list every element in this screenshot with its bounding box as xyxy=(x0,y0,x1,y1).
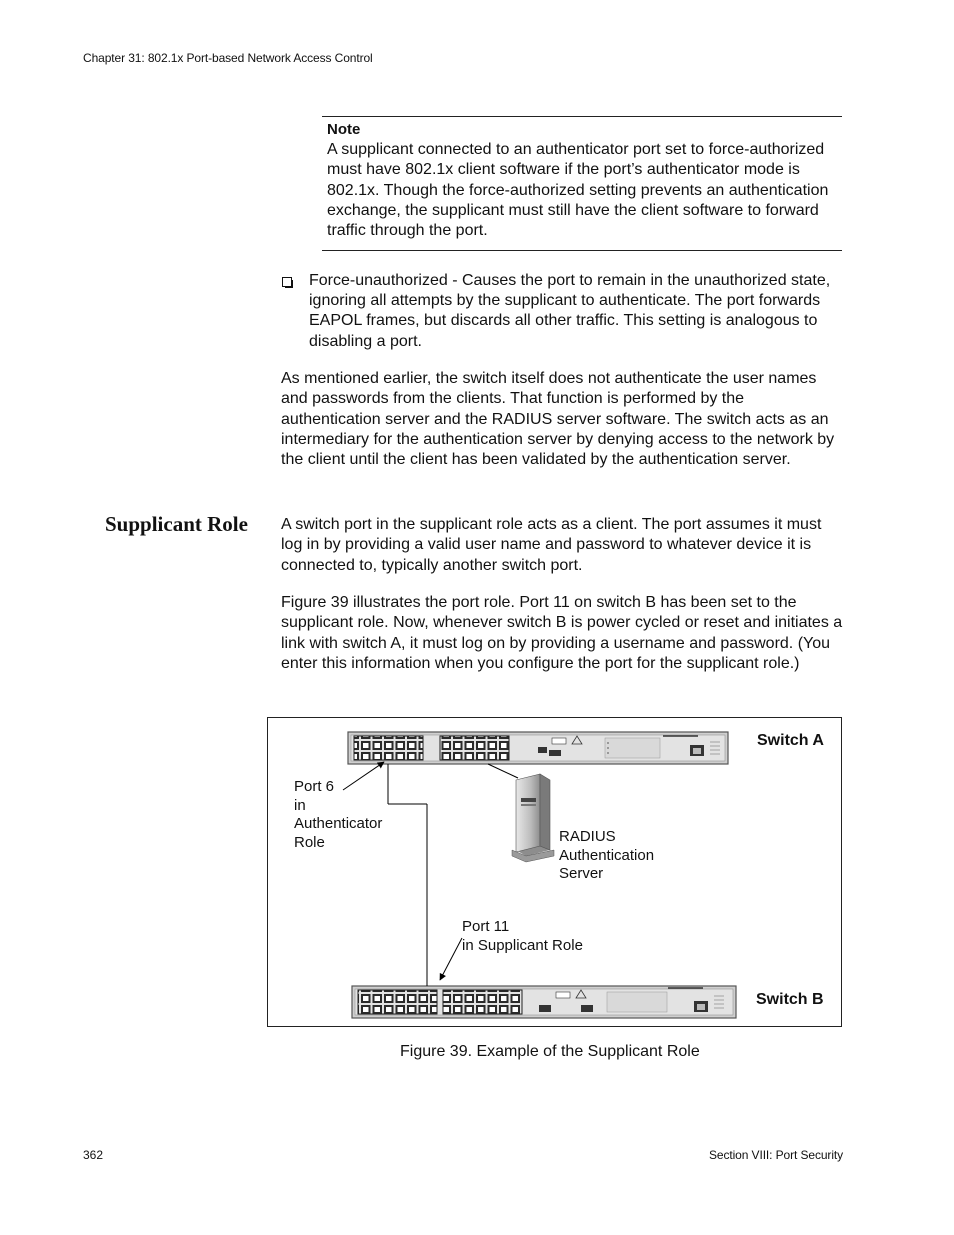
bullet-item xyxy=(282,271,842,352)
port11-arrow xyxy=(440,938,462,980)
radius-server-icon xyxy=(512,774,554,862)
paragraph-authentication: As mentioned earlier, the switch itself does not authenticate the user names and passwords from the clients. That function is performed by the authentication server and the RADIUS server software. The switch acts as an intermediary for the authentication server by denying access to the network by the client until the client has been validated by the authentication server. xyxy=(281,370,835,469)
switch-b-label: Switch B xyxy=(756,991,824,1008)
figure-caption: Figure 39. Example of the Supplicant Role xyxy=(400,1043,700,1060)
note-title: Note xyxy=(327,121,361,138)
paragraph-figure-intro: Figure 39 illustrates the port role. Port 11 on switch B has been set to the supplicant role. Now, whenever switch B is power cycled or reset and initiates a link with switch A, it must log on by providing a username and password. (You enter this information when you configure the port for the supplicant role.) xyxy=(281,594,843,672)
network-diagram xyxy=(268,718,843,1028)
paragraph-supplicant: A switch port in the supplicant role acts as a client. The port assumes it must log in by providing a valid user name and password to whatever device it is connected to, typically another switch port. xyxy=(281,516,822,574)
port6-label: Port 6 in Authenticator Role xyxy=(294,778,383,851)
switch-b-device xyxy=(352,986,736,1018)
footer-section: Section VIII: Port Security xyxy=(709,1148,844,1162)
port11-label: Port 11 in Supplicant Role xyxy=(462,918,583,954)
section-heading: Supplicant Role xyxy=(105,512,248,536)
switch-a-label: Switch A xyxy=(757,732,824,749)
switch-a-device xyxy=(348,732,728,764)
figure-supplicant-role xyxy=(267,717,842,1027)
chapter-header: Chapter 31: 802.1x Port-based Network Access Control xyxy=(83,51,373,65)
page-number: 362 xyxy=(83,1148,104,1162)
checkbox-bullet-icon xyxy=(282,277,292,287)
bullet-text: Force-unauthorized - Causes the port to remain in the unauthorized state, ignoring all attempts by the supplicant to authenticate. The port forwards EAPOL frames, but discards all other traffic. This setting is analogous to disabling a port. xyxy=(309,272,831,350)
note-box xyxy=(322,116,842,251)
radius-server-label: RADIUS Authentication Server xyxy=(559,828,655,882)
note-body: A supplicant connected to an authenticator port set to force-authorized must have 802.1x client software if the port’s authenticator mode is 802.1x. Though the force-authorized setting prevents an authentication exchange, the supplicant must still have the client software to forward traffic through the port. xyxy=(327,141,829,240)
